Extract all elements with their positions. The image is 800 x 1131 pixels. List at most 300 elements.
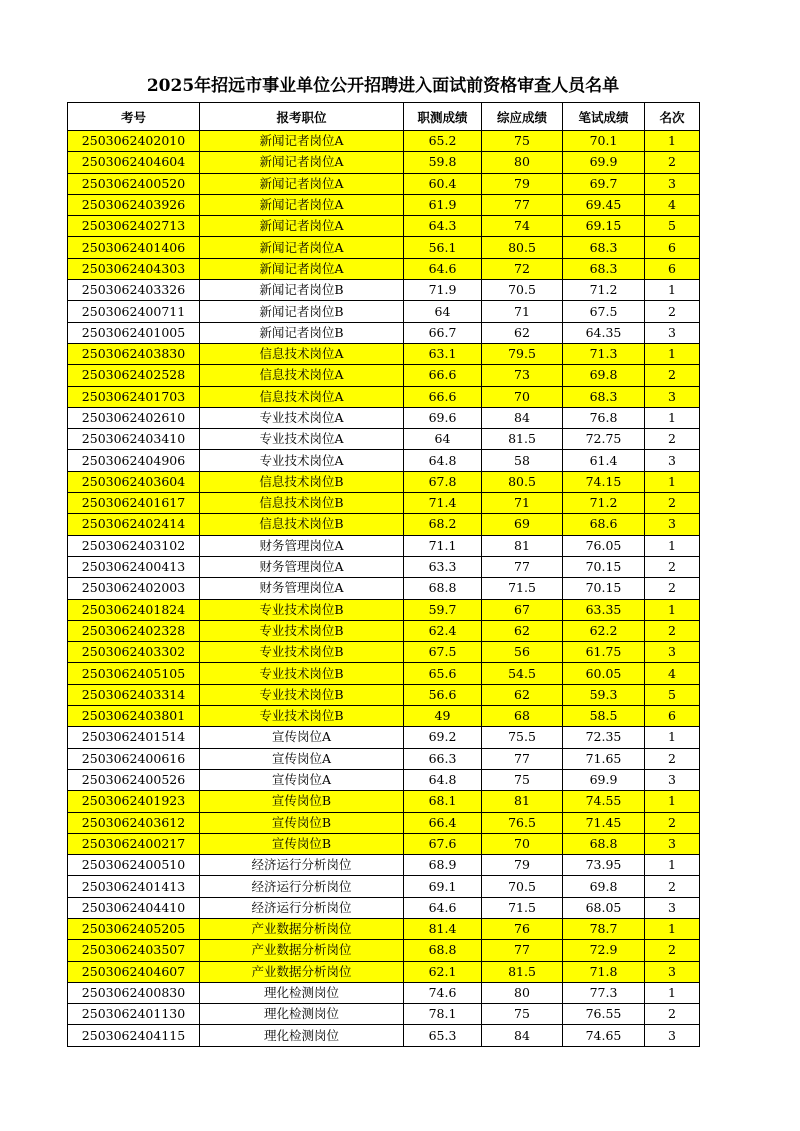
table-row bbox=[68, 173, 700, 194]
cell-aptitude-score: 65.3 bbox=[404, 1025, 482, 1046]
cell-aptitude-score: 78.1 bbox=[404, 1004, 482, 1025]
cell-comprehensive-score: 73 bbox=[482, 365, 563, 386]
table-row bbox=[68, 727, 700, 748]
table-row bbox=[68, 535, 700, 556]
cell-written-score: 69.45 bbox=[563, 194, 645, 215]
cell-rank: 5 bbox=[645, 216, 700, 237]
table-row bbox=[68, 258, 700, 279]
cell-aptitude-score: 56.6 bbox=[404, 684, 482, 705]
cell-comprehensive-score: 75 bbox=[482, 131, 563, 152]
cell-position: 新闻记者岗位A bbox=[200, 237, 404, 258]
cell-comprehensive-score: 80.5 bbox=[482, 471, 563, 492]
cell-position: 宣传岗位A bbox=[200, 748, 404, 769]
cell-comprehensive-score: 62 bbox=[482, 322, 563, 343]
cell-rank: 3 bbox=[645, 769, 700, 790]
cell-position: 专业技术岗位B bbox=[200, 599, 404, 620]
table-row bbox=[68, 599, 700, 620]
cell-comprehensive-score: 62 bbox=[482, 684, 563, 705]
cell-comprehensive-score: 69 bbox=[482, 514, 563, 535]
cell-exam-number: 2503062405205 bbox=[68, 918, 200, 939]
cell-position: 新闻记者岗位A bbox=[200, 194, 404, 215]
cell-exam-number: 2503062400616 bbox=[68, 748, 200, 769]
cell-comprehensive-score: 71 bbox=[482, 301, 563, 322]
cell-exam-number: 2503062401703 bbox=[68, 386, 200, 407]
table-row bbox=[68, 450, 700, 471]
cell-position: 理化检测岗位 bbox=[200, 1025, 404, 1046]
table-row bbox=[68, 684, 700, 705]
cell-exam-number: 2503062403314 bbox=[68, 684, 200, 705]
cell-comprehensive-score: 79.5 bbox=[482, 343, 563, 364]
cell-comprehensive-score: 67 bbox=[482, 599, 563, 620]
cell-position: 信息技术岗位A bbox=[200, 365, 404, 386]
table-row bbox=[68, 280, 700, 301]
cell-rank: 6 bbox=[645, 258, 700, 279]
cell-position: 新闻记者岗位A bbox=[200, 152, 404, 173]
cell-aptitude-score: 66.6 bbox=[404, 386, 482, 407]
cell-written-score: 76.55 bbox=[563, 1004, 645, 1025]
table-row bbox=[68, 194, 700, 215]
cell-rank: 2 bbox=[645, 429, 700, 450]
cell-exam-number: 2503062402010 bbox=[68, 131, 200, 152]
table-row bbox=[68, 322, 700, 343]
cell-written-score: 76.05 bbox=[563, 535, 645, 556]
cell-written-score: 77.3 bbox=[563, 982, 645, 1003]
cell-position: 专业技术岗位B bbox=[200, 684, 404, 705]
table-row bbox=[68, 429, 700, 450]
cell-exam-number: 2503062402713 bbox=[68, 216, 200, 237]
table-row bbox=[68, 855, 700, 876]
table-row bbox=[68, 706, 700, 727]
cell-comprehensive-score: 77 bbox=[482, 748, 563, 769]
cell-rank: 1 bbox=[645, 918, 700, 939]
cell-written-score: 68.3 bbox=[563, 386, 645, 407]
cell-aptitude-score: 68.8 bbox=[404, 940, 482, 961]
cell-position: 宣传岗位B bbox=[200, 812, 404, 833]
cell-written-score: 68.8 bbox=[563, 833, 645, 854]
table-row bbox=[68, 471, 700, 492]
cell-aptitude-score: 63.1 bbox=[404, 343, 482, 364]
cell-written-score: 74.15 bbox=[563, 471, 645, 492]
cell-rank: 3 bbox=[645, 514, 700, 535]
cell-comprehensive-score: 75 bbox=[482, 1004, 563, 1025]
cell-comprehensive-score: 81.5 bbox=[482, 429, 563, 450]
cell-exam-number: 2503062403410 bbox=[68, 429, 200, 450]
cell-exam-number: 2503062400510 bbox=[68, 855, 200, 876]
table-row bbox=[68, 386, 700, 407]
cell-position: 新闻记者岗位B bbox=[200, 280, 404, 301]
cell-rank: 3 bbox=[645, 897, 700, 918]
cell-comprehensive-score: 71.5 bbox=[482, 578, 563, 599]
cell-position: 产业数据分析岗位 bbox=[200, 918, 404, 939]
cell-aptitude-score: 71.4 bbox=[404, 493, 482, 514]
table-row bbox=[68, 642, 700, 663]
cell-rank: 2 bbox=[645, 365, 700, 386]
cell-aptitude-score: 69.2 bbox=[404, 727, 482, 748]
header-aptitude-score: 职测成绩 bbox=[404, 103, 482, 131]
cell-aptitude-score: 59.7 bbox=[404, 599, 482, 620]
cell-exam-number: 2503062403830 bbox=[68, 343, 200, 364]
cell-aptitude-score: 71.9 bbox=[404, 280, 482, 301]
cell-exam-number: 2503062404410 bbox=[68, 897, 200, 918]
cell-comprehensive-score: 81 bbox=[482, 535, 563, 556]
cell-written-score: 71.65 bbox=[563, 748, 645, 769]
cell-rank: 2 bbox=[645, 578, 700, 599]
cell-exam-number: 2503062401406 bbox=[68, 237, 200, 258]
table-row bbox=[68, 343, 700, 364]
cell-position: 新闻记者岗位A bbox=[200, 131, 404, 152]
cell-written-score: 69.15 bbox=[563, 216, 645, 237]
table-row bbox=[68, 663, 700, 684]
cell-comprehensive-score: 58 bbox=[482, 450, 563, 471]
cell-written-score: 68.3 bbox=[563, 258, 645, 279]
cell-position: 专业技术岗位A bbox=[200, 450, 404, 471]
table-row bbox=[68, 1025, 700, 1046]
cell-written-score: 72.9 bbox=[563, 940, 645, 961]
cell-comprehensive-score: 79 bbox=[482, 173, 563, 194]
cell-rank: 1 bbox=[645, 982, 700, 1003]
cell-rank: 3 bbox=[645, 642, 700, 663]
cell-position: 财务管理岗位A bbox=[200, 535, 404, 556]
cell-rank: 5 bbox=[645, 684, 700, 705]
cell-position: 新闻记者岗位A bbox=[200, 216, 404, 237]
cell-position: 宣传岗位A bbox=[200, 769, 404, 790]
cell-position: 理化检测岗位 bbox=[200, 1004, 404, 1025]
cell-aptitude-score: 71.1 bbox=[404, 535, 482, 556]
cell-position: 信息技术岗位B bbox=[200, 493, 404, 514]
cell-written-score: 58.5 bbox=[563, 706, 645, 727]
cell-written-score: 64.35 bbox=[563, 322, 645, 343]
cell-exam-number: 2503062403604 bbox=[68, 471, 200, 492]
cell-written-score: 74.55 bbox=[563, 791, 645, 812]
cell-rank: 1 bbox=[645, 471, 700, 492]
cell-comprehensive-score: 77 bbox=[482, 194, 563, 215]
cell-comprehensive-score: 80 bbox=[482, 152, 563, 173]
table-row bbox=[68, 216, 700, 237]
cell-written-score: 71.2 bbox=[563, 493, 645, 514]
header-comprehensive-score: 综应成绩 bbox=[482, 103, 563, 131]
cell-rank: 3 bbox=[645, 961, 700, 982]
cell-exam-number: 2503062402528 bbox=[68, 365, 200, 386]
cell-rank: 1 bbox=[645, 599, 700, 620]
table-row bbox=[68, 1004, 700, 1025]
cell-aptitude-score: 65.2 bbox=[404, 131, 482, 152]
cell-comprehensive-score: 77 bbox=[482, 556, 563, 577]
cell-comprehensive-score: 81.5 bbox=[482, 961, 563, 982]
cell-written-score: 63.35 bbox=[563, 599, 645, 620]
cell-comprehensive-score: 70 bbox=[482, 833, 563, 854]
table-row bbox=[68, 407, 700, 428]
cell-position: 新闻记者岗位B bbox=[200, 301, 404, 322]
table-row bbox=[68, 961, 700, 982]
cell-rank: 3 bbox=[645, 322, 700, 343]
cell-written-score: 69.8 bbox=[563, 876, 645, 897]
cell-exam-number: 2503062404607 bbox=[68, 961, 200, 982]
cell-rank: 2 bbox=[645, 876, 700, 897]
cell-comprehensive-score: 70 bbox=[482, 386, 563, 407]
cell-comprehensive-score: 68 bbox=[482, 706, 563, 727]
cell-exam-number: 2503062405105 bbox=[68, 663, 200, 684]
cell-exam-number: 2503062403926 bbox=[68, 194, 200, 215]
cell-aptitude-score: 67.8 bbox=[404, 471, 482, 492]
cell-comprehensive-score: 62 bbox=[482, 620, 563, 641]
table-row bbox=[68, 620, 700, 641]
table-row bbox=[68, 897, 700, 918]
cell-position: 信息技术岗位A bbox=[200, 343, 404, 364]
cell-aptitude-score: 56.1 bbox=[404, 237, 482, 258]
header-exam-number: 考号 bbox=[68, 103, 200, 131]
cell-rank: 2 bbox=[645, 556, 700, 577]
cell-written-score: 60.05 bbox=[563, 663, 645, 684]
cell-position: 产业数据分析岗位 bbox=[200, 940, 404, 961]
cell-written-score: 70.15 bbox=[563, 556, 645, 577]
cell-exam-number: 2503062401824 bbox=[68, 599, 200, 620]
cell-comprehensive-score: 80.5 bbox=[482, 237, 563, 258]
cell-exam-number: 2503062400520 bbox=[68, 173, 200, 194]
cell-comprehensive-score: 70.5 bbox=[482, 876, 563, 897]
cell-aptitude-score: 62.1 bbox=[404, 961, 482, 982]
cell-aptitude-score: 68.8 bbox=[404, 578, 482, 599]
cell-comprehensive-score: 80 bbox=[482, 982, 563, 1003]
table-row bbox=[68, 791, 700, 812]
cell-position: 专业技术岗位B bbox=[200, 706, 404, 727]
cell-written-score: 68.05 bbox=[563, 897, 645, 918]
cell-position: 信息技术岗位A bbox=[200, 386, 404, 407]
cell-written-score: 62.2 bbox=[563, 620, 645, 641]
table-row bbox=[68, 748, 700, 769]
cell-aptitude-score: 61.9 bbox=[404, 194, 482, 215]
cell-exam-number: 2503062402328 bbox=[68, 620, 200, 641]
cell-exam-number: 2503062403302 bbox=[68, 642, 200, 663]
cell-comprehensive-score: 75 bbox=[482, 769, 563, 790]
cell-aptitude-score: 63.3 bbox=[404, 556, 482, 577]
cell-position: 理化检测岗位 bbox=[200, 982, 404, 1003]
cell-exam-number: 2503062404303 bbox=[68, 258, 200, 279]
cell-position: 新闻记者岗位A bbox=[200, 258, 404, 279]
cell-aptitude-score: 64.3 bbox=[404, 216, 482, 237]
cell-rank: 1 bbox=[645, 727, 700, 748]
table-row bbox=[68, 152, 700, 173]
table-row bbox=[68, 833, 700, 854]
cell-aptitude-score: 66.6 bbox=[404, 365, 482, 386]
cell-written-score: 73.95 bbox=[563, 855, 645, 876]
table-row bbox=[68, 301, 700, 322]
cell-position: 专业技术岗位B bbox=[200, 642, 404, 663]
cell-written-score: 59.3 bbox=[563, 684, 645, 705]
cell-exam-number: 2503062401413 bbox=[68, 876, 200, 897]
cell-exam-number: 2503062402610 bbox=[68, 407, 200, 428]
cell-position: 宣传岗位B bbox=[200, 791, 404, 812]
cell-rank: 4 bbox=[645, 194, 700, 215]
cell-comprehensive-score: 71.5 bbox=[482, 897, 563, 918]
cell-rank: 3 bbox=[645, 173, 700, 194]
cell-exam-number: 2503062401514 bbox=[68, 727, 200, 748]
cell-aptitude-score: 67.5 bbox=[404, 642, 482, 663]
cell-exam-number: 2503062401923 bbox=[68, 791, 200, 812]
cell-aptitude-score: 66.4 bbox=[404, 812, 482, 833]
cell-position: 财务管理岗位A bbox=[200, 578, 404, 599]
cell-rank: 1 bbox=[645, 535, 700, 556]
cell-written-score: 71.2 bbox=[563, 280, 645, 301]
cell-aptitude-score: 66.7 bbox=[404, 322, 482, 343]
candidate-table bbox=[67, 102, 700, 1047]
cell-comprehensive-score: 71 bbox=[482, 493, 563, 514]
cell-comprehensive-score: 72 bbox=[482, 258, 563, 279]
cell-written-score: 69.9 bbox=[563, 769, 645, 790]
cell-position: 宣传岗位A bbox=[200, 727, 404, 748]
cell-aptitude-score: 81.4 bbox=[404, 918, 482, 939]
cell-aptitude-score: 64.6 bbox=[404, 258, 482, 279]
cell-comprehensive-score: 70.5 bbox=[482, 280, 563, 301]
table-row bbox=[68, 493, 700, 514]
cell-position: 经济运行分析岗位 bbox=[200, 897, 404, 918]
cell-aptitude-score: 59.8 bbox=[404, 152, 482, 173]
cell-rank: 2 bbox=[645, 301, 700, 322]
cell-rank: 1 bbox=[645, 791, 700, 812]
cell-rank: 2 bbox=[645, 1004, 700, 1025]
cell-exam-number: 2503062403801 bbox=[68, 706, 200, 727]
cell-exam-number: 2503062403102 bbox=[68, 535, 200, 556]
table-row bbox=[68, 365, 700, 386]
cell-exam-number: 2503062400711 bbox=[68, 301, 200, 322]
cell-position: 产业数据分析岗位 bbox=[200, 961, 404, 982]
table-row bbox=[68, 578, 700, 599]
cell-exam-number: 2503062404604 bbox=[68, 152, 200, 173]
cell-written-score: 74.65 bbox=[563, 1025, 645, 1046]
cell-comprehensive-score: 54.5 bbox=[482, 663, 563, 684]
cell-written-score: 70.1 bbox=[563, 131, 645, 152]
cell-position: 新闻记者岗位B bbox=[200, 322, 404, 343]
header-rank: 名次 bbox=[645, 103, 700, 131]
cell-aptitude-score: 69.6 bbox=[404, 407, 482, 428]
cell-written-score: 70.15 bbox=[563, 578, 645, 599]
cell-exam-number: 2503062400830 bbox=[68, 982, 200, 1003]
cell-rank: 2 bbox=[645, 748, 700, 769]
cell-exam-number: 2503062403507 bbox=[68, 940, 200, 961]
cell-rank: 3 bbox=[645, 386, 700, 407]
cell-comprehensive-score: 84 bbox=[482, 1025, 563, 1046]
cell-aptitude-score: 68.9 bbox=[404, 855, 482, 876]
cell-written-score: 67.5 bbox=[563, 301, 645, 322]
cell-exam-number: 2503062403326 bbox=[68, 280, 200, 301]
cell-exam-number: 2503062400217 bbox=[68, 833, 200, 854]
cell-comprehensive-score: 75.5 bbox=[482, 727, 563, 748]
cell-exam-number: 2503062404115 bbox=[68, 1025, 200, 1046]
cell-aptitude-score: 64 bbox=[404, 429, 482, 450]
table-row bbox=[68, 131, 700, 152]
cell-aptitude-score: 68.2 bbox=[404, 514, 482, 535]
cell-aptitude-score: 64.8 bbox=[404, 769, 482, 790]
cell-rank: 1 bbox=[645, 855, 700, 876]
cell-written-score: 68.3 bbox=[563, 237, 645, 258]
cell-comprehensive-score: 74 bbox=[482, 216, 563, 237]
cell-rank: 6 bbox=[645, 237, 700, 258]
page-title: 2025年招远市事业单位公开招聘进入面试前资格审查人员名单 bbox=[146, 76, 620, 96]
cell-written-score: 71.3 bbox=[563, 343, 645, 364]
cell-position: 新闻记者岗位A bbox=[200, 173, 404, 194]
cell-written-score: 61.4 bbox=[563, 450, 645, 471]
cell-aptitude-score: 69.1 bbox=[404, 876, 482, 897]
cell-rank: 1 bbox=[645, 131, 700, 152]
cell-written-score: 68.6 bbox=[563, 514, 645, 535]
cell-written-score: 69.9 bbox=[563, 152, 645, 173]
table-row bbox=[68, 812, 700, 833]
header-position: 报考职位 bbox=[200, 103, 404, 131]
cell-rank: 2 bbox=[645, 152, 700, 173]
cell-rank: 3 bbox=[645, 833, 700, 854]
cell-comprehensive-score: 76.5 bbox=[482, 812, 563, 833]
cell-rank: 3 bbox=[645, 1025, 700, 1046]
table-row bbox=[68, 556, 700, 577]
table-row bbox=[68, 876, 700, 897]
cell-rank: 2 bbox=[645, 620, 700, 641]
cell-aptitude-score: 49 bbox=[404, 706, 482, 727]
cell-rank: 2 bbox=[645, 940, 700, 961]
cell-aptitude-score: 64.6 bbox=[404, 897, 482, 918]
table-row bbox=[68, 769, 700, 790]
cell-comprehensive-score: 77 bbox=[482, 940, 563, 961]
cell-comprehensive-score: 81 bbox=[482, 791, 563, 812]
cell-aptitude-score: 68.1 bbox=[404, 791, 482, 812]
cell-rank: 1 bbox=[645, 280, 700, 301]
cell-aptitude-score: 64.8 bbox=[404, 450, 482, 471]
cell-exam-number: 2503062402003 bbox=[68, 578, 200, 599]
cell-position: 信息技术岗位B bbox=[200, 471, 404, 492]
cell-position: 专业技术岗位B bbox=[200, 663, 404, 684]
cell-exam-number: 2503062401005 bbox=[68, 322, 200, 343]
cell-exam-number: 2503062400413 bbox=[68, 556, 200, 577]
cell-written-score: 72.75 bbox=[563, 429, 645, 450]
cell-aptitude-score: 60.4 bbox=[404, 173, 482, 194]
cell-position: 专业技术岗位A bbox=[200, 429, 404, 450]
cell-rank: 2 bbox=[645, 493, 700, 514]
cell-position: 经济运行分析岗位 bbox=[200, 855, 404, 876]
cell-position: 信息技术岗位B bbox=[200, 514, 404, 535]
cell-rank: 6 bbox=[645, 706, 700, 727]
cell-aptitude-score: 66.3 bbox=[404, 748, 482, 769]
cell-written-score: 71.8 bbox=[563, 961, 645, 982]
cell-written-score: 78.7 bbox=[563, 918, 645, 939]
cell-aptitude-score: 65.6 bbox=[404, 663, 482, 684]
cell-written-score: 69.8 bbox=[563, 365, 645, 386]
cell-exam-number: 2503062401617 bbox=[68, 493, 200, 514]
cell-position: 专业技术岗位A bbox=[200, 407, 404, 428]
cell-comprehensive-score: 56 bbox=[482, 642, 563, 663]
cell-exam-number: 2503062402414 bbox=[68, 514, 200, 535]
cell-aptitude-score: 74.6 bbox=[404, 982, 482, 1003]
cell-aptitude-score: 64 bbox=[404, 301, 482, 322]
table-row bbox=[68, 940, 700, 961]
cell-position: 宣传岗位B bbox=[200, 833, 404, 854]
cell-position: 专业技术岗位B bbox=[200, 620, 404, 641]
cell-written-score: 61.75 bbox=[563, 642, 645, 663]
cell-rank: 1 bbox=[645, 343, 700, 364]
cell-rank: 1 bbox=[645, 407, 700, 428]
table-row bbox=[68, 237, 700, 258]
cell-written-score: 71.45 bbox=[563, 812, 645, 833]
cell-position: 财务管理岗位A bbox=[200, 556, 404, 577]
cell-comprehensive-score: 79 bbox=[482, 855, 563, 876]
cell-rank: 4 bbox=[645, 663, 700, 684]
table-row bbox=[68, 514, 700, 535]
cell-rank: 3 bbox=[645, 450, 700, 471]
cell-aptitude-score: 67.6 bbox=[404, 833, 482, 854]
cell-exam-number: 2503062404906 bbox=[68, 450, 200, 471]
cell-written-score: 69.7 bbox=[563, 173, 645, 194]
cell-rank: 2 bbox=[645, 812, 700, 833]
cell-position: 经济运行分析岗位 bbox=[200, 876, 404, 897]
cell-comprehensive-score: 76 bbox=[482, 918, 563, 939]
table-row bbox=[68, 982, 700, 1003]
